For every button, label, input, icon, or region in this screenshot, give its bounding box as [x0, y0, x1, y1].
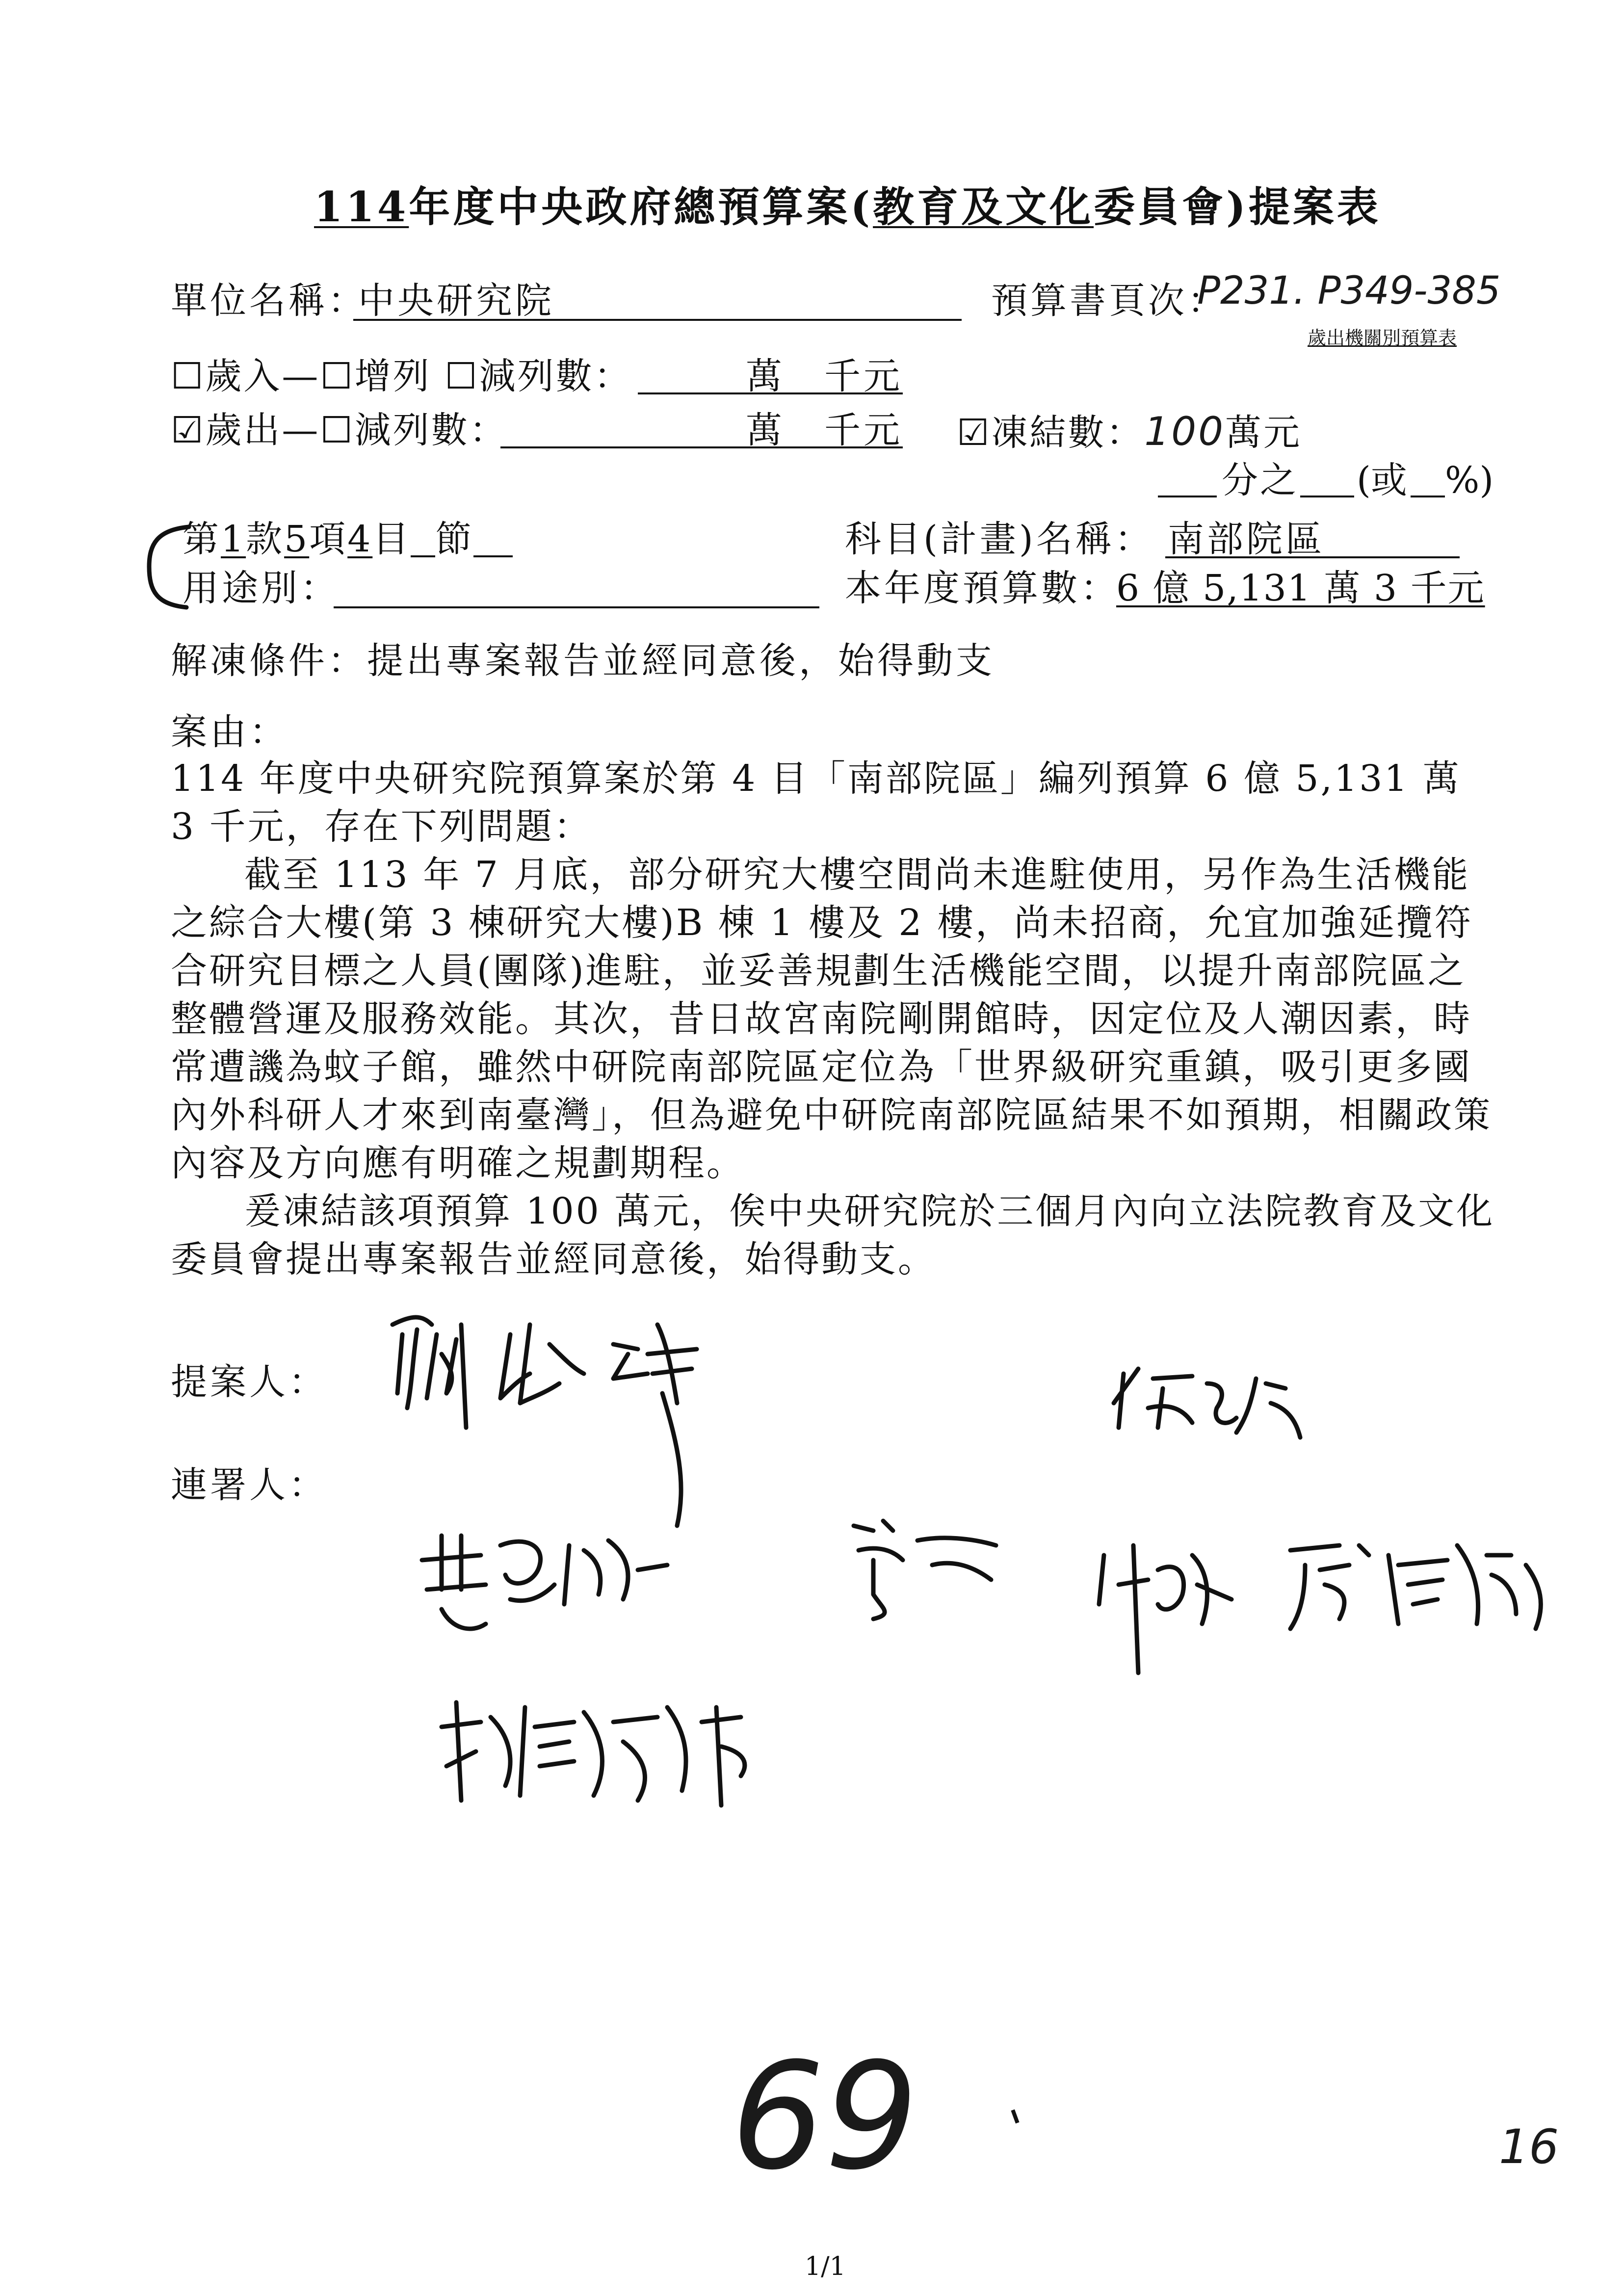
- page-title: [314, 174, 1381, 234]
- expenditure-units: 萬 千元: [746, 409, 903, 451]
- release-label: 解凍條件：: [171, 640, 367, 682]
- subject-label: 科目(計畫)名稱：: [845, 518, 1154, 560]
- kuan-value: 1: [221, 518, 246, 560]
- xiang-suffix: 項: [309, 518, 348, 560]
- kuan-suffix: 款: [246, 518, 285, 560]
- cosigner-label: 連署人：: [171, 1464, 328, 1506]
- jie-blank: [411, 526, 435, 557]
- fraction-blank-3: [1411, 496, 1445, 497]
- revenue-units: 萬 千元: [746, 355, 903, 397]
- handwritten-number: 69: [731, 2031, 918, 2202]
- fraction-blank-1: [1158, 496, 1217, 497]
- small-tick-mark: [1011, 2109, 1019, 2123]
- title-committee: 教育及文化: [873, 183, 1094, 231]
- revenue-checkbox[interactable]: ☐: [171, 355, 206, 397]
- freeze-unit: 萬元: [1225, 412, 1302, 454]
- annual-budget-label: 本年度預算數：: [845, 567, 1120, 609]
- xiang-value: 5: [284, 518, 310, 560]
- title-post: 委員會)提案表: [1094, 183, 1381, 231]
- expenditure-row: [171, 409, 508, 451]
- budget-page-value: P231. P349-385: [1197, 269, 1501, 313]
- expenditure-text: 歲出—☐減列數：: [205, 409, 508, 451]
- section-row: [183, 518, 513, 560]
- freeze-label: 凍結數：: [991, 412, 1145, 454]
- usage-label: 用途別：: [183, 567, 340, 609]
- freeze-group: [957, 409, 1302, 454]
- freeze-checkbox[interactable]: ☑: [957, 412, 992, 454]
- budget-page-label: 預算書頁次：: [991, 280, 1227, 322]
- handwritten-mark: 16: [1499, 2119, 1559, 2174]
- reason-paragraph-3: 爰凍結該項預算 100 萬元，俟中央研究院於三個月內向立法院教育及文化委員會提出專案報告並經同意後，始得動支。: [171, 1190, 1495, 1280]
- mu-suffix: 目: [372, 518, 411, 560]
- cosigner-signature-right-bottom: [1094, 1526, 1585, 1685]
- kuan-label: 第: [183, 518, 221, 560]
- subject-underline: [1165, 556, 1460, 558]
- subject-value: 南部院區: [1168, 518, 1325, 560]
- annual-budget-value: 6 億 5,131 萬 3 千元: [1116, 567, 1485, 609]
- mu-value: 4: [347, 518, 373, 560]
- proposer-label: 提案人：: [171, 1361, 328, 1403]
- unit-label: 單位名稱：: [171, 280, 367, 322]
- budget-page-note: 歲出機關別預算表: [1308, 327, 1457, 349]
- fraction-mid: 分之: [1222, 459, 1298, 501]
- unit-value: 中央研究院: [358, 280, 554, 322]
- title-pre: 年度中央政府總預算案(: [409, 183, 873, 231]
- fraction-open: (或: [1357, 459, 1407, 501]
- revenue-text: 歲入—☐增列 ☐減列數：: [205, 355, 632, 397]
- cosigner-signature-right-top: [1109, 1354, 1335, 1454]
- release-condition: [171, 640, 995, 682]
- freeze-value: 100: [1144, 409, 1226, 454]
- release-value: 提出專案報告並經同意後，始得動支: [367, 640, 995, 682]
- title-year: 114: [314, 183, 409, 231]
- expenditure-checkbox[interactable]: ☑: [171, 409, 206, 451]
- fraction-blank-2: [1300, 496, 1354, 497]
- jie-suffix: 節: [435, 518, 474, 560]
- jie-trailing-blank: [473, 526, 513, 557]
- usage-underline: [334, 606, 819, 608]
- fraction-close: %): [1445, 459, 1494, 501]
- cosigner-signature-bottom: [427, 1678, 790, 1837]
- cosigner-signature-middle: [844, 1511, 1021, 1626]
- reason-paragraph-1: 114 年度中央研究院預算案於第 4 目「南部院區」編列預算 6 億 5,131 萬 3 千元，存在下列問題：: [171, 757, 1461, 848]
- reason-label: 案由：: [171, 711, 288, 753]
- cosigner-signature-left: [412, 1516, 687, 1645]
- unit-underline: [353, 319, 962, 321]
- reason-paragraph-2: 截至 113 年 7 月底，部分研究大樓空間尚未進駐使用，另作為生活機能之綜合大樓(第 3 棟研究大樓)B 棟 1 樓及 2 樓，尚未招商，允宜加強延攬符合研究目標之人員(團隊)進駐，並妥善規劃生活機能空間，以提升南部院區之整體營運及服務效能。其次，昔日故宮南院剛開館時，因定位及人潮因素，時常遭譏為蚊子館，雖然中研院南部院區定位為「世界級研究重鎮，吸引更多國內外科研人才來到南臺灣」，但為避免中研院南部院區結果不如預期，相關政策內容及方向應有明確之規劃期程。: [171, 854, 1492, 1184]
- page-footer: 1/1: [805, 2252, 846, 2281]
- revenue-row: [171, 355, 632, 397]
